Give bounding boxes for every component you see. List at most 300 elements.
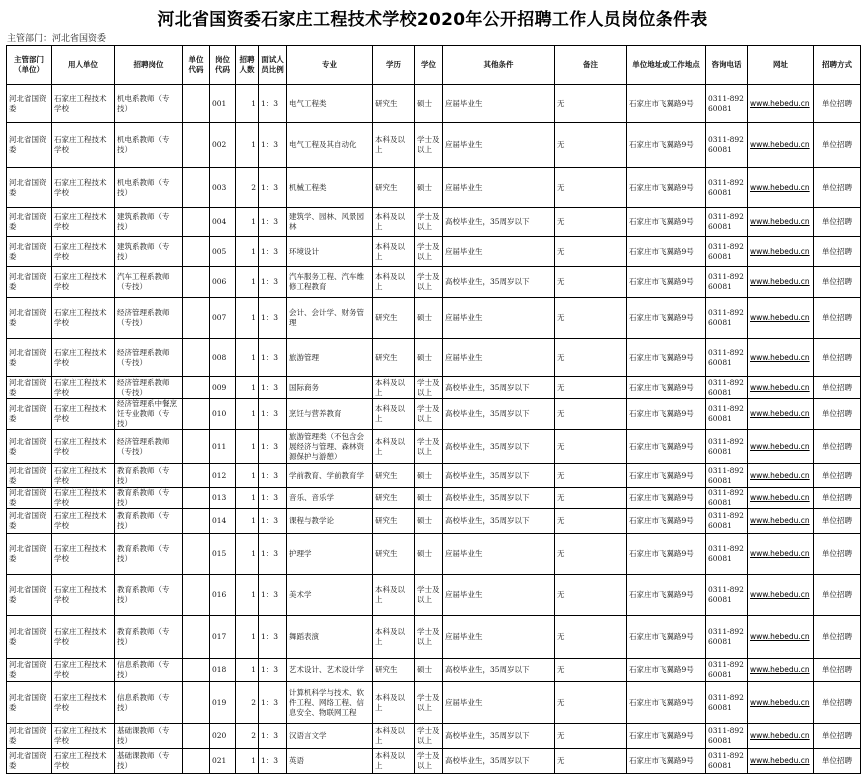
cell-unit-code bbox=[183, 616, 210, 659]
cell-phone: 0311-89260081 bbox=[706, 85, 748, 123]
cell-education: 本科及以上 bbox=[373, 123, 415, 168]
cell-unit: 石家庄工程技术学校 bbox=[52, 168, 115, 208]
table-header-row bbox=[7, 46, 861, 85]
cell-phone: 0311-89260081 bbox=[706, 659, 748, 682]
cell-url bbox=[748, 464, 814, 488]
cell-unit: 石家庄工程技术学校 bbox=[52, 237, 115, 267]
cell-address: 石家庄市飞翼路9号 bbox=[627, 534, 706, 575]
cell-count: 1 bbox=[236, 488, 259, 509]
cell-dept: 河北省国资委 bbox=[7, 168, 52, 208]
table-row bbox=[7, 267, 861, 298]
cell-education: 本科及以上 bbox=[373, 724, 415, 749]
cell-ratio: 1：3 bbox=[259, 208, 287, 237]
cell-post: 信息系教师（专技） bbox=[115, 659, 183, 682]
cell-major: 英语 bbox=[287, 749, 373, 774]
cell-phone: 0311-89260081 bbox=[706, 168, 748, 208]
cell-post: 经济管理系教师（专技） bbox=[115, 430, 183, 464]
cell-post: 汽车工程系教师（专技） bbox=[115, 267, 183, 298]
cell-education: 研究生 bbox=[373, 659, 415, 682]
cell-unit: 石家庄工程技术学校 bbox=[52, 464, 115, 488]
cell-dept: 河北省国资委 bbox=[7, 123, 52, 168]
cell-url bbox=[748, 85, 814, 123]
cell-major: 课程与教学论 bbox=[287, 509, 373, 534]
cell-count: 2 bbox=[236, 724, 259, 749]
cell-degree: 硕士 bbox=[415, 534, 443, 575]
cell-post-code: 019 bbox=[210, 682, 236, 724]
cell-education: 研究生 bbox=[373, 488, 415, 509]
cell-address: 石家庄市飞翼路9号 bbox=[627, 616, 706, 659]
cell-unit-code bbox=[183, 430, 210, 464]
cell-education: 本科及以上 bbox=[373, 616, 415, 659]
cell-other: 应届毕业生 bbox=[443, 85, 555, 123]
cell-other: 应届毕业生 bbox=[443, 298, 555, 339]
cell-note: 无 bbox=[555, 298, 627, 339]
cell-address: 石家庄市飞翼路9号 bbox=[627, 168, 706, 208]
table-row bbox=[7, 298, 861, 339]
cell-post-code: 018 bbox=[210, 659, 236, 682]
cell-method: 单位招聘 bbox=[814, 168, 861, 208]
cell-phone: 0311-89260081 bbox=[706, 749, 748, 774]
cell-other: 应届毕业生 bbox=[443, 339, 555, 377]
cell-major: 学前教育、学前教育学 bbox=[287, 464, 373, 488]
header-post: 招聘岗位 bbox=[115, 46, 183, 85]
cell-ratio: 1：3 bbox=[259, 534, 287, 575]
cell-major: 计算机科学与技术、软件工程、网络工程、信息安全、物联网工程 bbox=[287, 682, 373, 724]
cell-unit-code bbox=[183, 509, 210, 534]
cell-post-code: 013 bbox=[210, 488, 236, 509]
cell-degree: 学士及以上 bbox=[415, 237, 443, 267]
cell-count: 2 bbox=[236, 682, 259, 724]
table-row bbox=[7, 123, 861, 168]
cell-ratio: 1：3 bbox=[259, 659, 287, 682]
cell-dept: 河北省国资委 bbox=[7, 85, 52, 123]
cell-other: 高校毕业生，35周岁以下 bbox=[443, 267, 555, 298]
cell-post: 教育系教师（专技） bbox=[115, 575, 183, 616]
cell-major: 烹饪与营养教育 bbox=[287, 399, 373, 430]
cell-note: 无 bbox=[555, 267, 627, 298]
cell-url bbox=[748, 208, 814, 237]
header-ratio: 面试人员比例 bbox=[259, 46, 287, 85]
cell-post-code: 007 bbox=[210, 298, 236, 339]
cell-unit: 石家庄工程技术学校 bbox=[52, 534, 115, 575]
cell-address: 石家庄市飞翼路9号 bbox=[627, 682, 706, 724]
cell-post-code: 012 bbox=[210, 464, 236, 488]
cell-degree: 学士及以上 bbox=[415, 749, 443, 774]
cell-ratio: 1：3 bbox=[259, 430, 287, 464]
cell-ratio: 1：3 bbox=[259, 509, 287, 534]
cell-ratio: 1：3 bbox=[259, 575, 287, 616]
website-link[interactable]: www.hebedu.cn bbox=[750, 516, 810, 525]
cell-post-code: 005 bbox=[210, 237, 236, 267]
cell-note: 无 bbox=[555, 430, 627, 464]
cell-ratio: 1：3 bbox=[259, 267, 287, 298]
cell-degree: 硕士 bbox=[415, 659, 443, 682]
cell-method: 单位招聘 bbox=[814, 430, 861, 464]
cell-unit: 石家庄工程技术学校 bbox=[52, 339, 115, 377]
table-row bbox=[7, 208, 861, 237]
cell-phone: 0311-89260081 bbox=[706, 488, 748, 509]
cell-url bbox=[748, 616, 814, 659]
cell-degree: 学士及以上 bbox=[415, 123, 443, 168]
cell-degree: 学士及以上 bbox=[415, 616, 443, 659]
cell-phone: 0311-89260081 bbox=[706, 534, 748, 575]
table-row bbox=[7, 237, 861, 267]
cell-count: 1 bbox=[236, 659, 259, 682]
cell-major: 舞蹈表演 bbox=[287, 616, 373, 659]
cell-degree: 硕士 bbox=[415, 464, 443, 488]
cell-other: 应届毕业生 bbox=[443, 616, 555, 659]
cell-major: 环境设计 bbox=[287, 237, 373, 267]
cell-note: 无 bbox=[555, 399, 627, 430]
cell-major: 旅游管理 bbox=[287, 339, 373, 377]
cell-education: 本科及以上 bbox=[373, 399, 415, 430]
cell-unit: 石家庄工程技术学校 bbox=[52, 724, 115, 749]
cell-address: 石家庄市飞翼路9号 bbox=[627, 464, 706, 488]
cell-phone: 0311-89260081 bbox=[706, 399, 748, 430]
cell-post-code: 020 bbox=[210, 724, 236, 749]
cell-post: 机电系教师（专技） bbox=[115, 123, 183, 168]
cell-post-code: 017 bbox=[210, 616, 236, 659]
website-link[interactable]: www.hebedu.cn bbox=[750, 246, 810, 256]
cell-method: 单位招聘 bbox=[814, 399, 861, 430]
cell-url bbox=[748, 659, 814, 682]
cell-address: 石家庄市飞翼路9号 bbox=[627, 659, 706, 682]
cell-dept: 河北省国资委 bbox=[7, 534, 52, 575]
cell-unit-code bbox=[183, 464, 210, 488]
cell-degree: 硕士 bbox=[415, 298, 443, 339]
cell-note: 无 bbox=[555, 616, 627, 659]
header-other: 其他条件 bbox=[443, 46, 555, 85]
cell-education: 本科及以上 bbox=[373, 377, 415, 399]
cell-phone: 0311-89260081 bbox=[706, 208, 748, 237]
cell-method: 单位招聘 bbox=[814, 509, 861, 534]
header-major: 专业 bbox=[287, 46, 373, 85]
cell-url bbox=[748, 339, 814, 377]
cell-degree: 学士及以上 bbox=[415, 430, 443, 464]
cell-count: 1 bbox=[236, 749, 259, 774]
website-link[interactable]: www.hebedu.cn bbox=[750, 470, 810, 480]
cell-unit: 石家庄工程技术学校 bbox=[52, 682, 115, 724]
website-link[interactable]: www.hebedu.cn bbox=[750, 313, 810, 322]
cell-ratio: 1：3 bbox=[259, 237, 287, 267]
cell-phone: 0311-89260081 bbox=[706, 267, 748, 298]
cell-count: 1 bbox=[236, 464, 259, 488]
cell-url bbox=[748, 575, 814, 616]
cell-major: 汉语言文学 bbox=[287, 724, 373, 749]
cell-dept: 河北省国资委 bbox=[7, 298, 52, 339]
cell-method: 单位招聘 bbox=[814, 575, 861, 616]
cell-method: 单位招聘 bbox=[814, 377, 861, 399]
cell-post-code: 021 bbox=[210, 749, 236, 774]
cell-count: 1 bbox=[236, 237, 259, 267]
cell-unit: 石家庄工程技术学校 bbox=[52, 399, 115, 430]
cell-method: 单位招聘 bbox=[814, 298, 861, 339]
cell-unit: 石家庄工程技术学校 bbox=[52, 659, 115, 682]
cell-phone: 0311-89260081 bbox=[706, 682, 748, 724]
table-row bbox=[7, 659, 861, 682]
cell-method: 单位招聘 bbox=[814, 339, 861, 377]
cell-count: 1 bbox=[236, 208, 259, 237]
cell-ratio: 1：3 bbox=[259, 464, 287, 488]
header-dept: 主管部门（单位） bbox=[7, 46, 52, 85]
cell-education: 研究生 bbox=[373, 509, 415, 534]
cell-address: 石家庄市飞翼路9号 bbox=[627, 237, 706, 267]
cell-address: 石家庄市飞翼路9号 bbox=[627, 430, 706, 464]
cell-unit: 石家庄工程技术学校 bbox=[52, 267, 115, 298]
cell-count: 1 bbox=[236, 575, 259, 616]
cell-post-code: 015 bbox=[210, 534, 236, 575]
cell-unit: 石家庄工程技术学校 bbox=[52, 749, 115, 774]
cell-ratio: 1：3 bbox=[259, 399, 287, 430]
cell-unit-code bbox=[183, 85, 210, 123]
cell-post: 信息系教师（专技） bbox=[115, 682, 183, 724]
cell-other: 高校毕业生，35周岁以下 bbox=[443, 488, 555, 509]
cell-unit-code bbox=[183, 534, 210, 575]
cell-major: 会计、会计学、财务管理 bbox=[287, 298, 373, 339]
cell-note: 无 bbox=[555, 123, 627, 168]
cell-unit: 石家庄工程技术学校 bbox=[52, 575, 115, 616]
cell-phone: 0311-89260081 bbox=[706, 724, 748, 749]
cell-note: 无 bbox=[555, 749, 627, 774]
cell-degree: 硕士 bbox=[415, 168, 443, 208]
website-link[interactable]: www.hebedu.cn bbox=[750, 632, 810, 641]
header-education: 学历 bbox=[373, 46, 415, 85]
header-unit: 用人单位 bbox=[52, 46, 115, 85]
website-link[interactable]: www.hebedu.cn bbox=[750, 590, 810, 599]
cell-post: 基础课教师（专技） bbox=[115, 724, 183, 749]
cell-count: 1 bbox=[236, 616, 259, 659]
website-link[interactable]: www.hebedu.cn bbox=[750, 549, 810, 558]
cell-address: 石家庄市飞翼路9号 bbox=[627, 575, 706, 616]
cell-method: 单位招聘 bbox=[814, 488, 861, 509]
cell-note: 无 bbox=[555, 509, 627, 534]
cell-post-code: 001 bbox=[210, 85, 236, 123]
cell-education: 本科及以上 bbox=[373, 430, 415, 464]
cell-count: 1 bbox=[236, 267, 259, 298]
cell-unit-code bbox=[183, 749, 210, 774]
cell-count: 1 bbox=[236, 430, 259, 464]
table-row bbox=[7, 339, 861, 377]
header-url: 网址 bbox=[748, 46, 814, 85]
cell-dept: 河北省国资委 bbox=[7, 575, 52, 616]
cell-url bbox=[748, 298, 814, 339]
table-row bbox=[7, 534, 861, 575]
cell-unit: 石家庄工程技术学校 bbox=[52, 208, 115, 237]
cell-url bbox=[748, 168, 814, 208]
cell-post-code: 002 bbox=[210, 123, 236, 168]
cell-degree: 学士及以上 bbox=[415, 208, 443, 237]
cell-method: 单位招聘 bbox=[814, 85, 861, 123]
table-row bbox=[7, 749, 861, 774]
cell-url bbox=[748, 430, 814, 464]
cell-dept: 河北省国资委 bbox=[7, 616, 52, 659]
cell-method: 单位招聘 bbox=[814, 724, 861, 749]
website-link[interactable]: www.hebedu.cn bbox=[750, 665, 810, 674]
cell-address: 石家庄市飞翼路9号 bbox=[627, 123, 706, 168]
cell-unit-code bbox=[183, 339, 210, 377]
cell-note: 无 bbox=[555, 659, 627, 682]
cell-ratio: 1：3 bbox=[259, 749, 287, 774]
cell-major: 旅游管理类（不包含会展经济与管理、森林资源保护与游憩） bbox=[287, 430, 373, 464]
cell-note: 无 bbox=[555, 682, 627, 724]
cell-education: 本科及以上 bbox=[373, 208, 415, 237]
cell-dept: 河北省国资委 bbox=[7, 749, 52, 774]
cell-address: 石家庄市飞翼路9号 bbox=[627, 377, 706, 399]
cell-education: 研究生 bbox=[373, 464, 415, 488]
header-count: 招聘人数 bbox=[236, 46, 259, 85]
cell-method: 单位招聘 bbox=[814, 682, 861, 724]
cell-degree: 学士及以上 bbox=[415, 399, 443, 430]
table-row bbox=[7, 168, 861, 208]
website-link[interactable]: www.hebedu.cn bbox=[750, 441, 810, 451]
cell-post-code: 016 bbox=[210, 575, 236, 616]
cell-url bbox=[748, 534, 814, 575]
cell-education: 研究生 bbox=[373, 298, 415, 339]
cell-other: 应届毕业生 bbox=[443, 534, 555, 575]
cell-phone: 0311-89260081 bbox=[706, 616, 748, 659]
cell-education: 本科及以上 bbox=[373, 575, 415, 616]
cell-major: 汽车服务工程、汽车维修工程教育 bbox=[287, 267, 373, 298]
cell-unit-code bbox=[183, 659, 210, 682]
cell-post-code: 009 bbox=[210, 377, 236, 399]
cell-phone: 0311-89260081 bbox=[706, 509, 748, 534]
website-link[interactable]: www.hebedu.cn bbox=[750, 697, 810, 707]
cell-other: 高校毕业生，35周岁以下 bbox=[443, 377, 555, 399]
cell-note: 无 bbox=[555, 464, 627, 488]
cell-url bbox=[748, 682, 814, 724]
cell-post-code: 008 bbox=[210, 339, 236, 377]
cell-major: 艺术设计、艺术设计学 bbox=[287, 659, 373, 682]
cell-post: 机电系教师（专技） bbox=[115, 85, 183, 123]
cell-unit: 石家庄工程技术学校 bbox=[52, 509, 115, 534]
cell-degree: 硕士 bbox=[415, 509, 443, 534]
table-row bbox=[7, 509, 861, 534]
cell-post: 教育系教师（专技） bbox=[115, 488, 183, 509]
cell-degree: 学士及以上 bbox=[415, 724, 443, 749]
cell-other: 高校毕业生，35周岁以下 bbox=[443, 208, 555, 237]
cell-other: 高校毕业生，35周岁以下 bbox=[443, 724, 555, 749]
cell-note: 无 bbox=[555, 724, 627, 749]
website-link[interactable]: www.hebedu.cn bbox=[750, 217, 810, 226]
cell-note: 无 bbox=[555, 488, 627, 509]
cell-post: 机电系教师（专技） bbox=[115, 168, 183, 208]
cell-education: 本科及以上 bbox=[373, 237, 415, 267]
website-link[interactable]: www.hebedu.cn bbox=[750, 731, 810, 740]
cell-dept: 河北省国资委 bbox=[7, 399, 52, 430]
cell-unit: 石家庄工程技术学校 bbox=[52, 85, 115, 123]
cell-dept: 河北省国资委 bbox=[7, 267, 52, 298]
cell-dept: 河北省国资委 bbox=[7, 377, 52, 399]
cell-address: 石家庄市飞翼路9号 bbox=[627, 339, 706, 377]
cell-ratio: 1：3 bbox=[259, 616, 287, 659]
cell-unit-code bbox=[183, 168, 210, 208]
header-note: 备注 bbox=[555, 46, 627, 85]
cell-degree: 硕士 bbox=[415, 339, 443, 377]
cell-url bbox=[748, 399, 814, 430]
cell-dept: 河北省国资委 bbox=[7, 682, 52, 724]
cell-ratio: 1：3 bbox=[259, 682, 287, 724]
website-link[interactable]: www.hebedu.cn bbox=[750, 182, 810, 192]
table-row bbox=[7, 377, 861, 399]
cell-dept: 河北省国资委 bbox=[7, 339, 52, 377]
website-link[interactable]: www.hebedu.cn bbox=[750, 756, 810, 765]
table-row bbox=[7, 399, 861, 430]
website-link[interactable]: www.hebedu.cn bbox=[750, 382, 810, 392]
website-link[interactable]: www.hebedu.cn bbox=[750, 352, 810, 362]
cell-unit-code bbox=[183, 123, 210, 168]
cell-ratio: 1：3 bbox=[259, 339, 287, 377]
cell-ratio: 1：3 bbox=[259, 123, 287, 168]
cell-other: 应届毕业生 bbox=[443, 168, 555, 208]
cell-address: 石家庄市飞翼路9号 bbox=[627, 85, 706, 123]
cell-dept: 河北省国资委 bbox=[7, 208, 52, 237]
cell-unit: 石家庄工程技术学校 bbox=[52, 430, 115, 464]
cell-url bbox=[748, 749, 814, 774]
cell-phone: 0311-89260081 bbox=[706, 339, 748, 377]
cell-unit-code bbox=[183, 298, 210, 339]
cell-note: 无 bbox=[555, 377, 627, 399]
cell-url bbox=[748, 377, 814, 399]
website-link[interactable]: www.hebedu.cn bbox=[750, 493, 810, 502]
cell-unit-code bbox=[183, 208, 210, 237]
cell-degree: 学士及以上 bbox=[415, 575, 443, 616]
table-row bbox=[7, 616, 861, 659]
cell-unit-code bbox=[183, 237, 210, 267]
website-link[interactable]: www.hebedu.cn bbox=[750, 98, 810, 108]
cell-method: 单位招聘 bbox=[814, 123, 861, 168]
cell-count: 1 bbox=[236, 123, 259, 168]
cell-phone: 0311-89260081 bbox=[706, 430, 748, 464]
cell-method: 单位招聘 bbox=[814, 616, 861, 659]
cell-address: 石家庄市飞翼路9号 bbox=[627, 488, 706, 509]
cell-post-code: 010 bbox=[210, 399, 236, 430]
cell-count: 1 bbox=[236, 85, 259, 123]
cell-unit: 石家庄工程技术学校 bbox=[52, 377, 115, 399]
cell-education: 研究生 bbox=[373, 534, 415, 575]
cell-phone: 0311-89260081 bbox=[706, 123, 748, 168]
website-link[interactable]: www.hebedu.cn bbox=[750, 409, 810, 418]
cell-ratio: 1：3 bbox=[259, 85, 287, 123]
cell-note: 无 bbox=[555, 575, 627, 616]
cell-url bbox=[748, 488, 814, 509]
cell-post: 经济管理系中餐烹饪专业教师（专技） bbox=[115, 399, 183, 430]
cell-degree: 学士及以上 bbox=[415, 377, 443, 399]
cell-count: 1 bbox=[236, 399, 259, 430]
table-row bbox=[7, 464, 861, 488]
cell-unit-code bbox=[183, 724, 210, 749]
cell-dept: 河北省国资委 bbox=[7, 430, 52, 464]
cell-post: 基础课教师（专技） bbox=[115, 749, 183, 774]
cell-education: 研究生 bbox=[373, 168, 415, 208]
cell-url bbox=[748, 509, 814, 534]
cell-post: 建筑系教师（专技） bbox=[115, 237, 183, 267]
cell-unit: 石家庄工程技术学校 bbox=[52, 616, 115, 659]
website-link[interactable]: www.hebedu.cn bbox=[750, 140, 810, 149]
header-post-code: 岗位代码 bbox=[210, 46, 236, 85]
cell-address: 石家庄市飞翼路9号 bbox=[627, 267, 706, 298]
cell-major: 建筑学、园林、风景园林 bbox=[287, 208, 373, 237]
cell-method: 单位招聘 bbox=[814, 237, 861, 267]
cell-major: 电气工程及其自动化 bbox=[287, 123, 373, 168]
cell-post: 经济管理系教师（专技） bbox=[115, 298, 183, 339]
cell-major: 电气工程类 bbox=[287, 85, 373, 123]
website-link[interactable]: www.hebedu.cn bbox=[750, 277, 810, 286]
cell-degree: 学士及以上 bbox=[415, 267, 443, 298]
cell-unit: 石家庄工程技术学校 bbox=[52, 488, 115, 509]
header-unit-code: 单位代码 bbox=[183, 46, 210, 85]
cell-address: 石家庄市飞翼路9号 bbox=[627, 724, 706, 749]
cell-degree: 硕士 bbox=[415, 488, 443, 509]
